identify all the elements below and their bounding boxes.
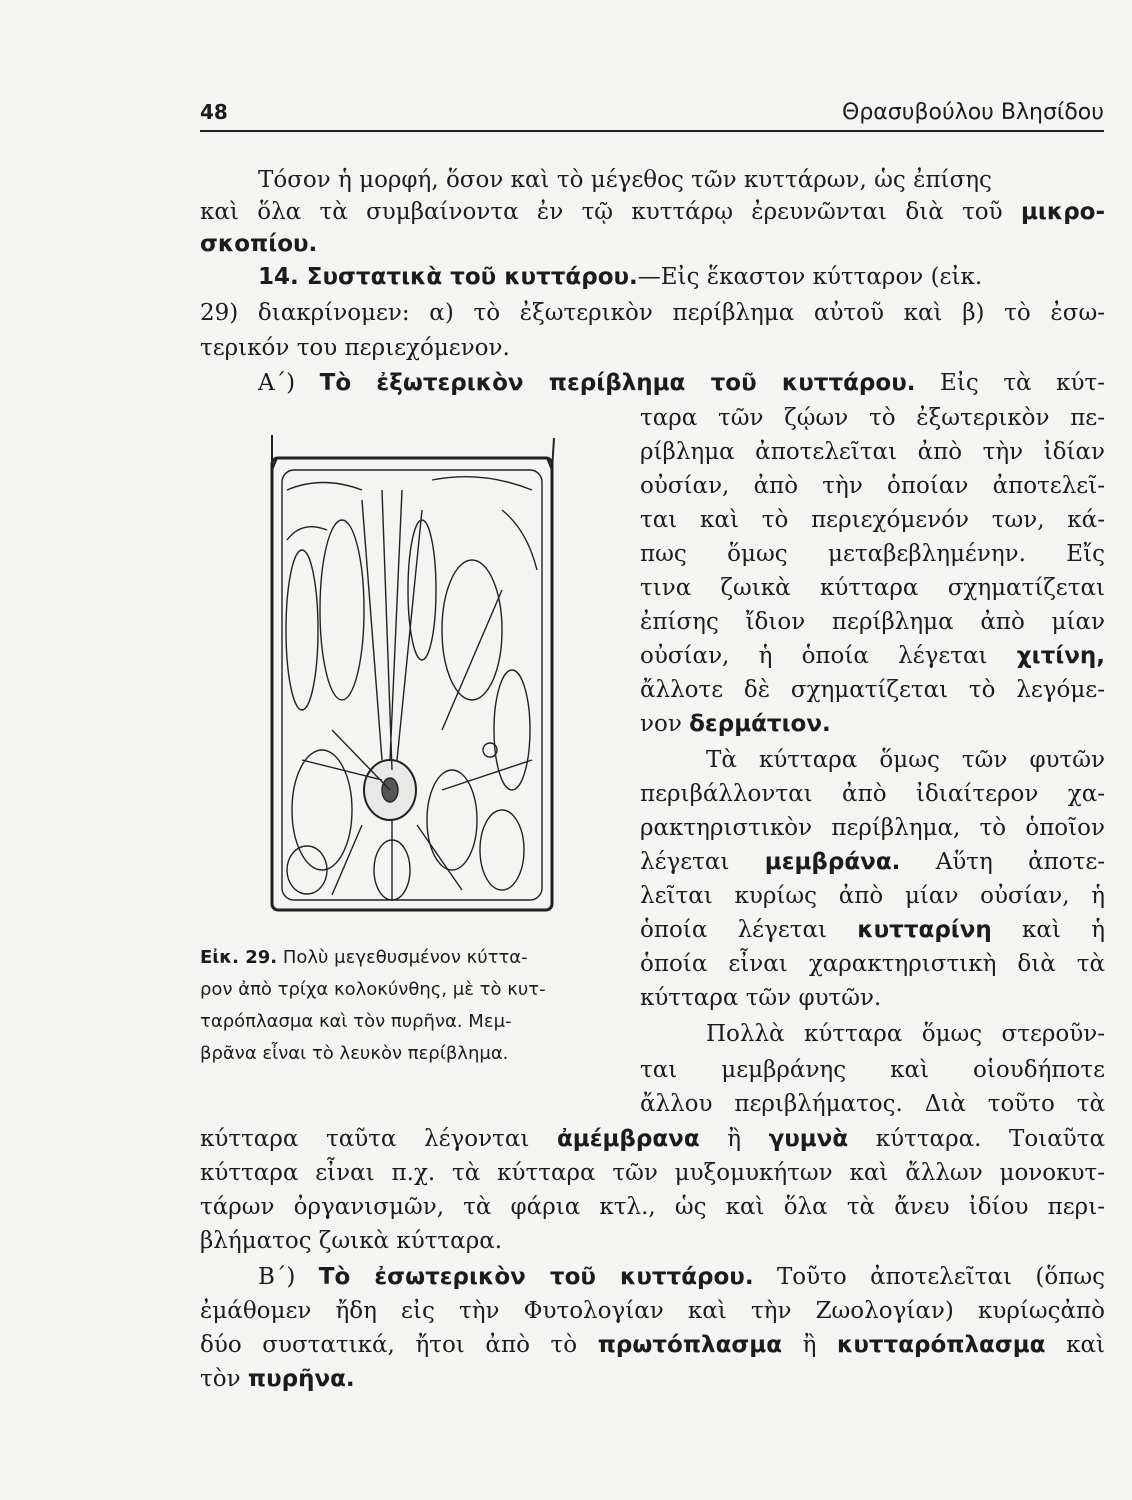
text-line: 29) διακρίνομεν: α) τὸ ἐξωτερικὸν περίβλημα αὐτοῦ καὶ β) τὸ ἐσω- — [200, 300, 1105, 326]
text-line: λέγεται μεμβράνα. Αὕτη ἀποτε- — [640, 849, 1106, 875]
figure-caption: Εἰκ. 29. Πολὺ μεγεθυσμένον κύττα- — [200, 947, 528, 968]
text-line: ταρα τῶν ζῴων τὸ ἐξωτερικὸν πε- — [640, 405, 1105, 431]
text-line: κύτταρα εἶναι π.χ. τὰ κύτταρα τῶν μυξομυκήτων καὶ ἄλλων μονοκυτ- — [200, 1160, 1105, 1186]
text-line: ὁποία εἶναι χαρακτηριστικὴ διὰ τὰ — [640, 951, 1105, 977]
text-line: ται μεμβράνης καὶ οἱουδήποτε — [640, 1057, 1105, 1083]
text-line: ρίβλημα ἀποτελεῖται ἀπὸ τὴν ἰδίαν — [640, 439, 1105, 465]
text-line: τινα ζωικὰ κύτταρα σχηματίζεται — [640, 575, 1105, 601]
text-line: ἄλλοτε δὲ σχηματίζεται τὸ λεγόμε- — [640, 677, 1105, 703]
text-line: καὶ ὅλα τὰ συμβαίνοντα ἐν τῷ κυττάρῳ ἐρευνῶνται διὰ τοῦ μικρο- — [200, 199, 1106, 225]
page-number: 48 — [200, 100, 228, 124]
text-line: περιβάλλονται ἀπὸ ἰδιαίτερον χα- — [640, 781, 1105, 807]
text-line: ἐπίσης ἴδιον περίβλημα ἀπὸ μίαν — [640, 609, 1105, 635]
figure-caption: ταρόπλασμα καὶ τὸν πυρῆνα. Μεμ- — [200, 1011, 512, 1032]
text-line: οὐσίαν, ἀπὸ τὴν ὁποίαν ἀποτελεῖ- — [640, 473, 1105, 499]
text-line: κύτταρα τῶν φυτῶν. — [640, 985, 882, 1011]
text-line: σκοπίου. — [200, 231, 318, 257]
running-title: Θρασυβούλου Βλησίδου — [842, 100, 1104, 125]
section-heading: Β΄) Τὸ ἐσωτερικὸν τοῦ κυττάρου. Τοῦτο ἀποτελεῖται (ὅπως — [258, 1264, 1106, 1290]
figure-caption: βρᾶνα εἶναι τὸ λευκὸν περίβλημα. — [200, 1043, 509, 1064]
text-line: τερικόν του περιεχόμενον. — [200, 335, 510, 361]
text-line: τάρων ὀργανισμῶν, τὰ φάρια κτλ., ὡς καὶ ὅλα τὰ ἄνευ ἰδίου περι- — [200, 1194, 1105, 1220]
section-heading: 14. Συστατικὰ τοῦ κυττάρου.—Εἰς ἕκαστον κύτταρον (εἰκ. — [258, 264, 983, 290]
text-line: ὁποία λέγεται κυτταρίνη καὶ ἡ — [640, 917, 1105, 943]
text-line: Πολλὰ κύτταρα ὅμως στεροῦν- — [706, 1021, 1105, 1047]
text-line: Τὰ κύτταρα ὅμως τῶν φυτῶν — [706, 747, 1105, 773]
cell-illustration — [242, 430, 560, 920]
text-line: λεῖται κυρίως ἀπὸ μίαν οὐσίαν, ἡ — [640, 883, 1105, 909]
figure-caption: ρον ἀπὸ τρίχα κολοκύνθης, μὲ τὸ κυτ- — [200, 979, 546, 1000]
text-line: ἐμάθομεν ἤδη εἰς τὴν Φυτολογίαν καὶ τὴν Ζωολογίαν) κυρίωςἀπὸ — [200, 1298, 1105, 1324]
page-header — [200, 100, 1104, 132]
text-line: Τόσον ἡ μορφή, ὅσον καὶ τὸ μέγεθος τῶν κυττάρων, ὡς ἐπίσης — [258, 167, 992, 193]
text-line: κύτταρα ταῦτα λέγονται ἀμέμβρανα ἢ γυμνὰ κύτταρα. Τοιαῦτα — [200, 1126, 1105, 1152]
text-line: ρακτηριστικὸν περίβλημα, τὸ ὁποῖον — [640, 815, 1105, 841]
text-line: ται καὶ τὸ περιεχόμενόν των, κά- — [640, 507, 1105, 533]
text-line: νον δερμάτιον. — [640, 711, 831, 737]
text-line: βλήματος ζωικὰ κύτταρα. — [200, 1228, 503, 1254]
text-line: πως ὅμως μεταβεβλημένην. Εἴς — [640, 541, 1105, 567]
section-heading: Α΄) Τὸ ἐξωτερικὸν περίβλημα τοῦ κυττάρου. Εἰς τὰ κύτ- — [258, 370, 1105, 396]
text-line: τὸν πυρῆνα. — [200, 1366, 355, 1392]
text-line: ἄλλου περιβλήματος. Διὰ τοῦτο τὰ — [640, 1091, 1105, 1117]
text-line: δύο συστατικά, ἤτοι ἀπὸ τὸ πρωτόπλασμα ἢ κυτταρόπλασμα καὶ — [200, 1332, 1105, 1358]
text-line: οὐσίαν, ἡ ὁποία λέγεται χιτίνη, — [640, 643, 1106, 669]
